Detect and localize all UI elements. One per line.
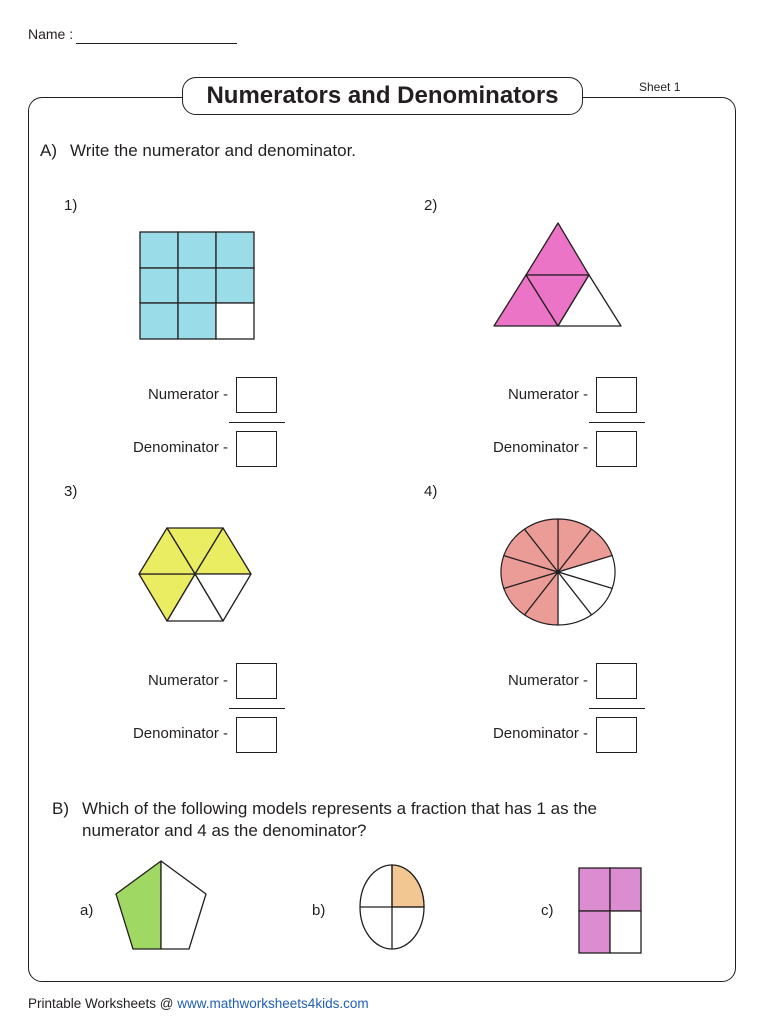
rect-part [579,911,610,953]
problem-1-fraction-bar [229,422,285,423]
option-c-rectangle-figure[interactable] [577,866,643,956]
section-a-letter: A) [40,141,57,160]
problem-3-numerator-box[interactable] [236,663,277,699]
problem-4-numerator-box[interactable] [596,663,637,699]
triangle-part [526,223,589,275]
problem-3-number: 3) [64,483,78,500]
option-a-pentagon-figure[interactable] [114,859,210,953]
pentagon-shaded-part [116,861,161,949]
option-a-label: a) [80,902,94,919]
grid-cell [140,268,178,303]
grid-cell [216,268,254,303]
grid-cell [216,232,254,268]
problem-3-numerator-label: Numerator - [147,672,228,689]
grid-cell [178,303,216,339]
grid-cell [178,268,216,303]
problem-1-denominator-box[interactable] [236,431,277,467]
option-b-oval-figure[interactable] [358,863,426,951]
problem-3-fraction-bar [229,708,285,709]
pentagon-unshaded-part [161,861,206,949]
section-b-letter: B) [52,799,69,818]
section-b-question-line-1: Which of the following models represents a fraction that has 1 as the [82,799,597,818]
grid-cell [216,303,254,339]
option-b-label: b) [312,902,326,919]
problem-3-denominator-label: Denominator - [132,725,228,742]
name-label: Name : [28,26,74,42]
section-b-question-line-2: numerator and 4 as the denominator? [82,821,367,840]
problem-1-numerator-box[interactable] [236,377,277,413]
problem-1-numerator-label: Numerator - [147,386,228,403]
footer [28,996,369,1011]
problem-2-fraction-bar [589,422,645,423]
problem-2-numerator-box[interactable] [596,377,637,413]
problem-4-numerator-label: Numerator - [507,672,588,689]
footer-prefix: Printable Worksheets @ [28,996,178,1011]
name-field-line[interactable] [76,43,237,44]
problem-2-number: 2) [424,197,438,214]
problem-2-denominator-label: Denominator - [492,439,588,456]
problem-4-fraction-bar [589,708,645,709]
page-title: Numerators and Denominators [182,77,583,115]
problem-4-denominator-label: Denominator - [492,725,588,742]
grid-cell [140,303,178,339]
problem-1-grid-figure [138,230,258,342]
section-a-instruction: Write the numerator and denominator. [70,141,357,160]
grid-cell [140,232,178,268]
problem-1-number: 1) [64,197,78,214]
sheet-number: Sheet 1 [639,80,681,94]
oval-shaded-quarter [392,865,424,907]
rect-part [610,911,641,953]
problem-4-circle-figure [498,516,618,628]
problem-3-hexagon-figure [136,526,254,624]
footer-link[interactable]: www.mathworksheets4kids.com [177,996,369,1011]
rect-part [610,868,641,911]
grid-cell [178,232,216,268]
problem-4-denominator-box[interactable] [596,717,637,753]
worksheet-frame [28,97,736,982]
problem-2-denominator-box[interactable] [596,431,637,467]
rect-part [579,868,610,911]
problem-3-denominator-box[interactable] [236,717,277,753]
problem-2-triangle-figure [492,220,624,330]
problem-1-denominator-label: Denominator - [132,439,228,456]
problem-2-numerator-label: Numerator - [507,386,588,403]
problem-4-number: 4) [424,483,438,500]
option-c-label: c) [541,902,554,919]
